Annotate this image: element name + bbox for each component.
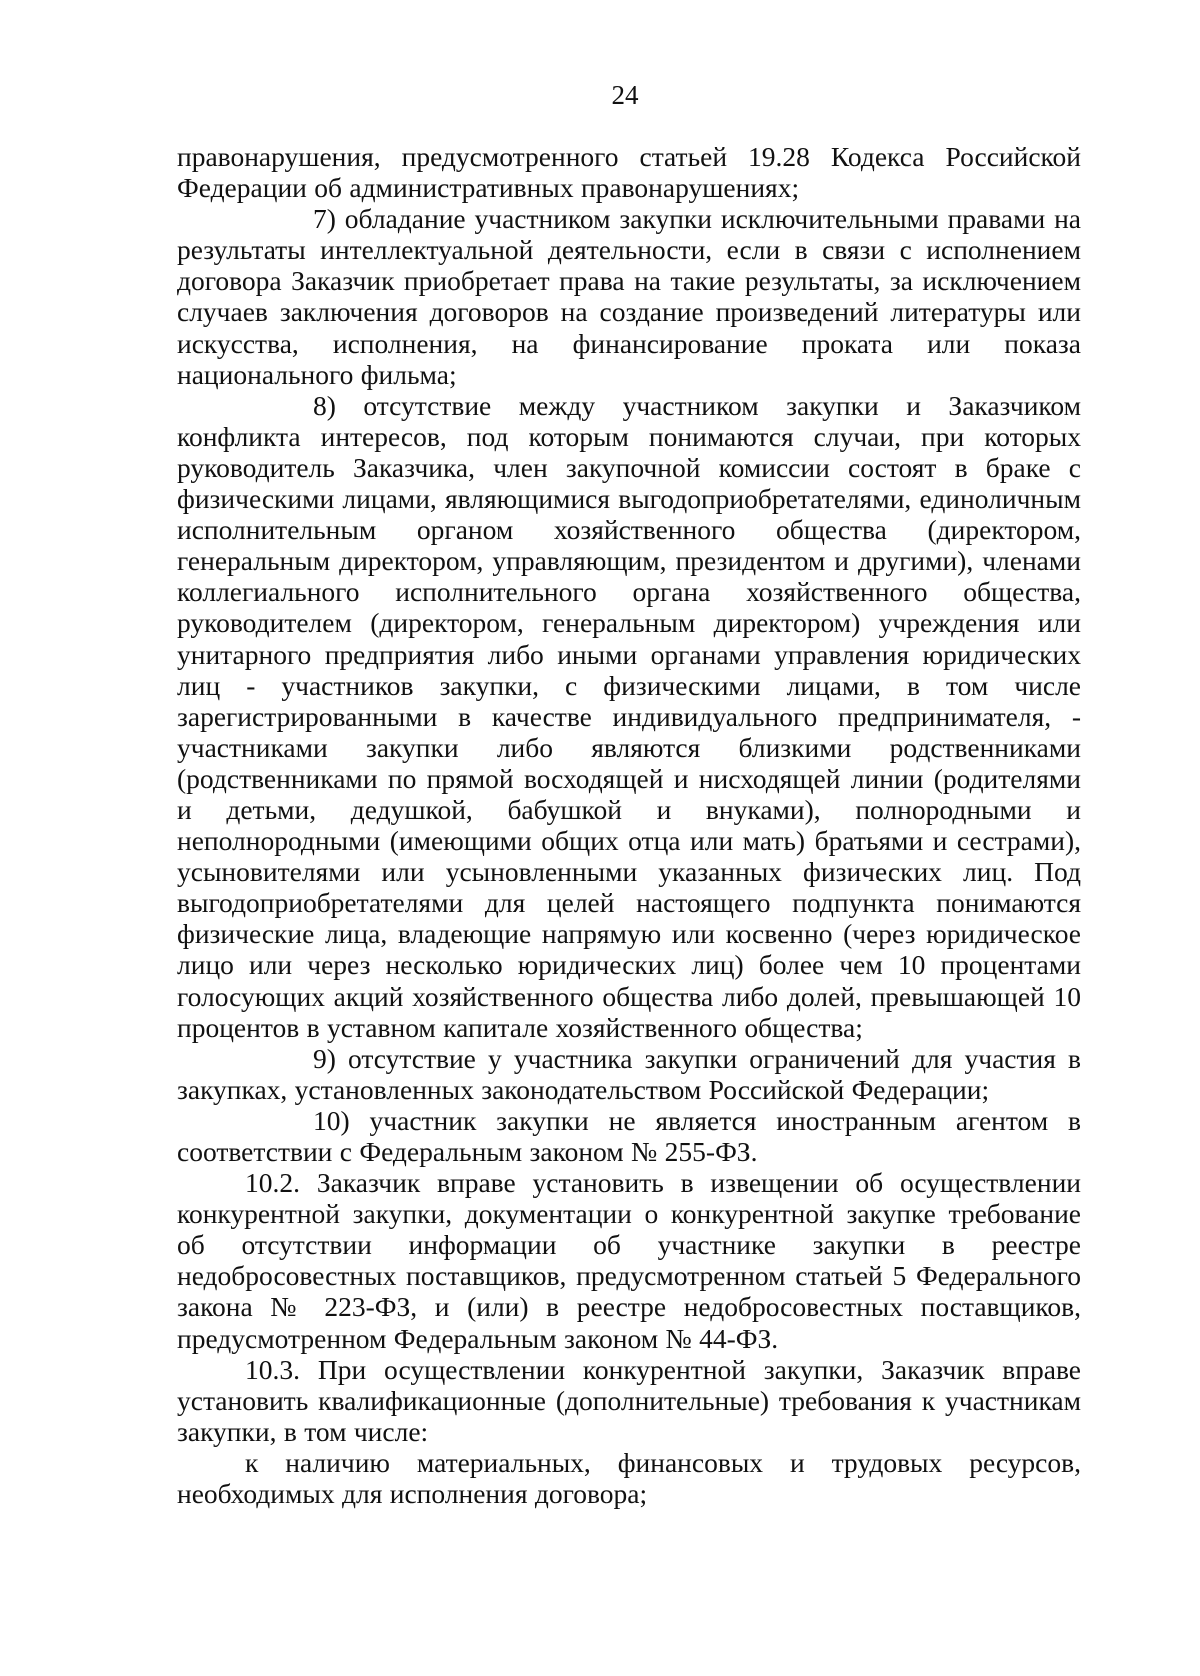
page-number: 24: [611, 80, 639, 110]
clause-10-2: [177, 1167, 1081, 1354]
list-item-text: обладание участником закупки исключительными правами на результаты интеллектуальной деятельности, если в связи с исполнением договора Заказчик приобретает права на такие результаты, за исключением случаев заключения договоров на создание произведений литературы или искусства, исполнения, на финансирование проката или показа национального фильма;: [177, 203, 1081, 390]
paragraph-text: к наличию материальных, финансовых и трудовых ресурсов, необходимых для исполнения договора;: [177, 1446, 1081, 1510]
paragraph-text: 10.2. Заказчик вправе установить в извещении об осуществлении конкурентной закупки, документации о конкурентной закупке требование об отсутствии информации об участнике закупки в реестре недобросовестных поставщиков, предусмотренном статьей 5 Федерального закона № 223-ФЗ, и (или) в реестре недобросовестных поставщиков, предусмотренном Федеральным законом № 44-ФЗ.: [177, 1167, 1081, 1354]
list-item-label: 10): [313, 1104, 350, 1136]
list-item-8: [177, 390, 1081, 1043]
list-item-text: отсутствие у участника закупки ограничений для участия в закупках, установленных законодательством Российской Федерации;: [177, 1042, 1081, 1105]
paragraph-text: правонарушения, предусмотренного статьей 19.28 Кодекса Российской Федерации об административных правонарушениях;: [177, 141, 1081, 204]
document-body: [177, 141, 1081, 1509]
list-item-text: отсутствие между участником закупки и Заказчиком конфликта интересов, под которым понимаются случаи, при которых руководитель Заказчика, член закупочной комиссии состоят в браке с физическими лицами, являющимися выгодоприобретателями, единоличным исполнительным органом хозяйственного общества (директором, генеральным директором, управляющим, президентом и другими), членами коллегиального исполнительного органа хозяйственного общества, руководителем (директором, генеральным директором) учреждения или унитарного предприятия либо иными органами управления юридических лиц - участников закупки, с физическими лицами, в том числе зарегистрированными в качестве индивидуального предпринимателя, - участниками закупки либо являются близкими родственниками (родственниками по прямой восходящей и нисходящей линии (родителями и детьми, дедушкой, бабушкой и внуками), полнородными и неполнородными (имеющими общих отца или мать) братьями и сестрами), усыновителями или усыновленными указанных физических лиц. Под выгодоприобретателями для целей настоящего подпункта понимаются физические лица, владеющие напрямую или косвенно (через юридическое лицо или через несколько юридических лиц) более чем 10 процентами голосующих акций хозяйственного общества либо долей, превышающей 10 процентов в уставном капитале хозяйственного общества;: [177, 389, 1082, 1043]
list-item-7: [177, 203, 1081, 390]
list-item-9: [177, 1043, 1081, 1105]
list-item-label: 9): [313, 1042, 336, 1074]
list-item-10: [177, 1105, 1081, 1167]
clause-10-3: [177, 1354, 1081, 1447]
paragraph-text: 10.3. При осуществлении конкурентной закупки, Заказчик вправе установить квалификационные (дополнительные) требования к участникам закупки, в том числе:: [177, 1353, 1081, 1447]
list-item-label: 8): [313, 389, 336, 421]
paragraph-continuation: [177, 141, 1081, 203]
list-item-label: 7): [313, 203, 336, 235]
requirement-item: [177, 1447, 1081, 1509]
list-item-text: участник закупки не является иностранным агентом в соответствии с Федеральным законом № 255-ФЗ.: [177, 1104, 1081, 1167]
